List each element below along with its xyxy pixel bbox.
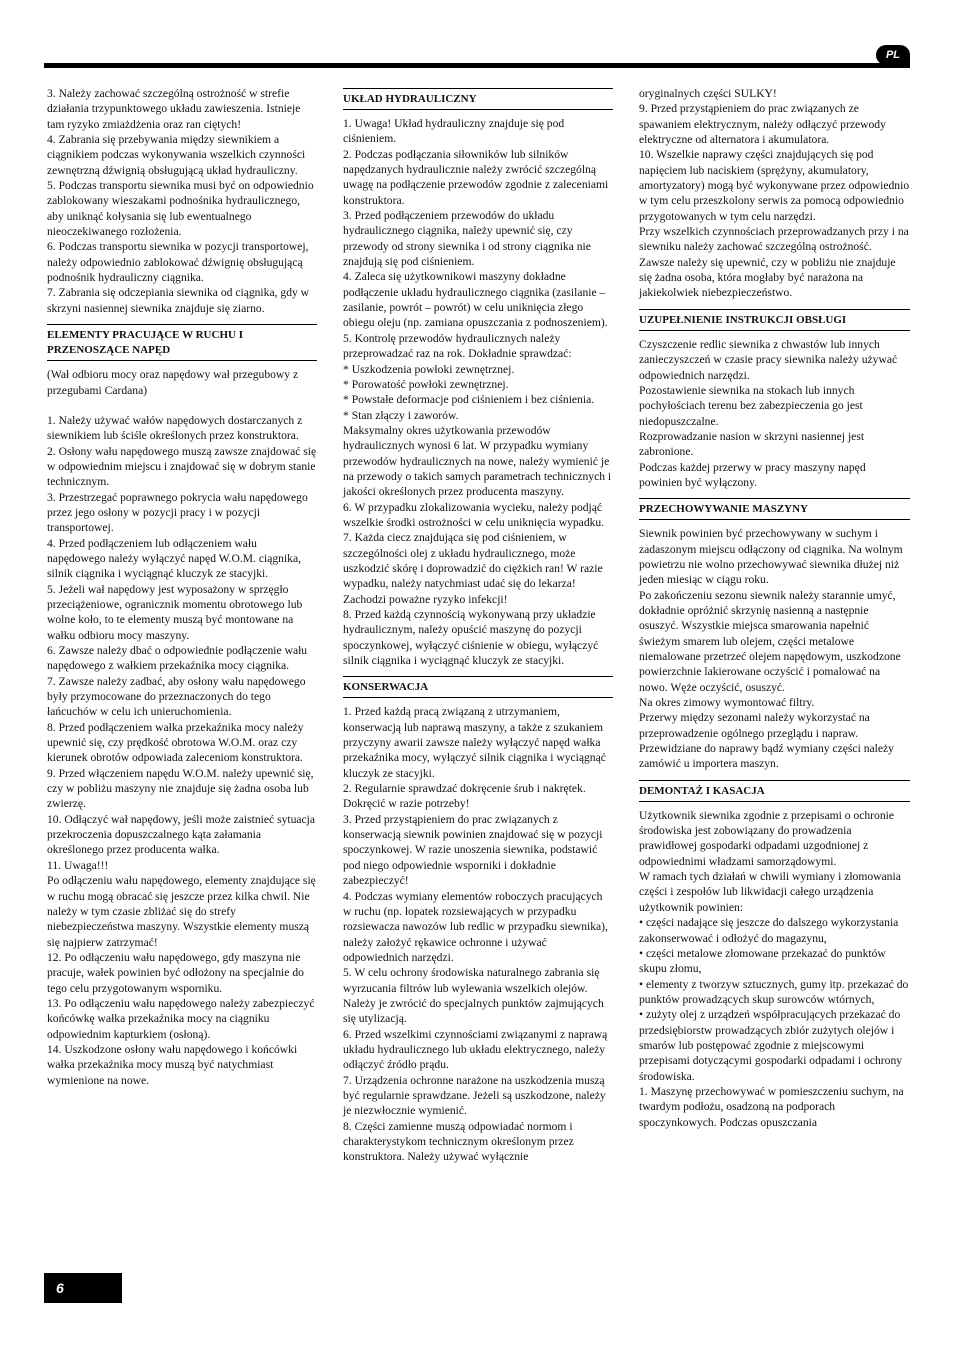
paragraph: 7. Urządzenia ochronne narażone na uszkodzenia muszą być regularnie sprawdzane. Jeżeli są uszkodzone, należy je niezwłocznie wymienić. [343,1073,606,1118]
section-title-supplement: UZUPEŁNIENIE INSTRUKCJI OBSŁUGI [639,309,910,331]
paragraph: oryginalnych części SULKY! [639,87,777,100]
paragraph: 12. Po odłączeniu wału napędowego, gdy maszyna nie pracuje, wałek powinien być odłożony na specjalnie do tego celu przygotowanym wsporniku. [47,950,304,995]
paragraph: 5. Jeżeli wał napędowy jest wyposażony w sprzęgło przeciążeniowe, ogranicznik momentu obrotowego lub wolne koło, to te elementy muszą być montowane na wałku odbioru mocy maszyny. [47,582,303,642]
section-title-disposal: DEMONTAŻ I KASACJA [639,780,910,802]
column-1 [47,86,317,1088]
section-note: (Wał odbioru mocy oraz napędowy wał przegubowy z przegubami Cardana) [47,368,299,397]
paragraph: • części metalowe złomowane przekazać do punktów skupu złomu, [639,946,886,976]
section-title-storage: PRZECHOWYWANIE MASZYNY [639,498,910,520]
paragraph: 5. W celu ochrony środowiska naturalnego zabrania się wyrzucania filtrów lub wylewania wszelkich olejów. Należy je zwrócić do specjalnych punktów zajmujących się utylizacją. [343,966,604,1026]
paragraph: 14. Uszkodzone osłony wału napędowego i końcówki wałka przekaźnika mocy muszą być natychmiast wymienione na nowe. [47,1042,298,1087]
paragraph: 3. Przed podłączeniem przewodów do układu hydraulicznego ciągnika, należy upewnić się, czy przewody od strony siewnika i od strony ciągnika nie znajdują się pod ciśnieniem. [343,209,591,269]
column-3 [639,86,910,1130]
paragraph: 10. Wszelkie naprawy części znajdujących się pod napięciem lub naciskiem (sprężyny, akumulatory, amortyzatory) mogą być wykonywane przez odpowiednio w tym celu przeszkolony serwis za pomocą odpowiednio przygotowanych w tym celu narzędzi. [639,148,910,223]
paragraph: • części nadające się jeszcze do dalszego wykorzystania zakonserwować i odłożyć do magazynu, [639,916,899,945]
paragraph: * Stan złączy i zaworów. [343,408,459,422]
paragraph: 2. Regularnie sprawdzać dokręcenie śrub i nakrętek. Dokręcić w razie potrzeby! [343,782,586,811]
section-title-moving-parts: ELEMENTY PRACUJĄCE W RUCHU I PRZENOSZĄCE NAPĘD [47,324,317,361]
paragraph: Przy wszelkich czynnościach przeprowadzanych przy i na siewniku należy zachować szczególną ostrożność. Zawsze należy się upewnić, czy w pobliżu nie znajduje się żadna osoba, która mogłaby być narażona na jakiekolwiek niebezpieczeństwo. [639,225,909,300]
paragraph: Podczas każdej przerwy w pracy maszyny napęd powinien być wyłączony. [639,460,866,489]
section-title-hydraulics: UKŁAD HYDRAULICZNY [343,88,613,110]
page-number: 6 [44,1273,122,1303]
paragraph: 4. Przed podłączeniem lub odłączeniem wału napędowego należy wyłączyć napęd W.O.M. ciągnika, silnik ciągnika i wyciągnąć kluczyk ze stacyjki. [47,536,302,581]
paragraph: Siewnik powinien być przechowywany w suchym i zadaszonym miejscu odłączony od ciągnika. Na wolnym powietrzu nie wolno przechowywać siewnika dłużej niż jeden miesiąc w ciągu roku. [639,527,903,587]
paragraph: 7. Każda ciecz znajdująca się pod ciśnieniem, w szczególności olej z układu hydraulicznego, może uszkodzić skórę i doprowadzić do ciężkich ran! W razie wypadku, należy natychmiast udać się do lekarza! Zachodzi poważne ryzyko infekcji! [343,531,603,606]
paragraph: Po zakończeniu sezonu siewnik należy starannie umyć, dokładnie opróżnić skrzynię nasienną a następnie osuszyć. Wszystkie miejsca smarowania napełnić świeżym smarem lub olejem, części metalowe niemalowane przetrzeć olejem napędowym, uszkodzone powierzchnie lakierowane oczyścić i pomalować na nowo. Węże oczyścić, osuszyć. [639,588,901,694]
paragraph: 4. Zabrania się przebywania między siewnikiem a ciągnikiem podczas wykonywania wszelkich czynności zewnętrzną dźwignią obsługującą układ hydrauliczny. [47,133,306,177]
paragraph: 6. Podczas transportu siewnika w pozycji transportowej, należy odpowiednio zablokować dźwignię obsługującą podnośnik hydrauliczny ciągnika. [47,240,309,285]
paragraph: 8. Przed podłączeniem wałka przekaźnika mocy należy upewnić się, czy prędkość obrotowa W.O.M. oraz czy kierunek obrotów odpowiada zaleceniom konstruktora. [47,720,304,765]
paragraph: * Porowatość powłoki zewnętrznej. [343,377,509,391]
paragraph: 9. Przed przystąpieniem do prac związanych ze spawaniem elektrycznym, należy odłączyć przewody elektryczne od alternatora i akumulatora. [639,102,886,147]
paragraph: W ramach tych działań w chwili wymiany i złomowania części i zespołów lub likwidacji całego urządzenia użytkownik powinien: [639,870,901,914]
paragraph: 8. Przed każdą czynnością wykonywaną przy układzie hydraulicznym, należy opuścić maszynę do pozycji spoczynkowej, wyłączyć ciśnienie w obiegu, wyłączyć silnik ciągnika i wyciągnąć kluczyk ze stacyjki. [343,608,599,668]
paragraph: * Powstałe deformacje pod ciśnieniem i bez ciśnienia. [343,393,595,407]
paragraph: • elementy z tworzyw sztucznych, gumy itp. przekazać do punktów prowadzących skup surowców wtórnych, [639,977,909,1006]
paragraph: Użytkownik siewnika zgodnie z przepisami o ochronie środowiska jest zobowiązany do prowadzenia prawidłowej gospodarki odpadami uzgodnionej z odpowiednimi władzami samorządowymi. [639,808,894,868]
paragraph: 4. Zaleca się użytkownikowi maszyny dokładne podłączenie układu hydraulicznego ciągnika (zasilanie – zasilanie, powrót – powrót) w celu uniknięcia złego obiegu oleju (np. zamiana opuszczania z podnoszeniem). [343,270,608,330]
paragraph: Czyszczenie redlic siewnika z chwastów lub innych zanieczyszczeń w czasie pracy siewnika należy używać odpowiednich narzędzi. [639,337,898,382]
paragraph: 10. Odłączyć wał napędowy, jeśli może zaistnieć sytuacja przekroczenia dopuszczalnego kąta załamania określonego przez producenta wałka. [47,812,316,857]
paragraph: * Uszkodzenia powłoki zewnętrznej. [343,362,515,376]
paragraph: 6. Przed wszelkimi czynnościami związanymi z naprawą układu hydraulicznego lub układu elektrycznego, należy odłączyć źródło prądu. [343,1027,608,1072]
paragraph: 7. Zabrania się odczepiania siewnika od ciągnika, gdy w skrzyni nasiennej siewnika znajduje się ziarno. [47,286,310,315]
paragraph: 5. Kontrolę przewodów hydraulicznych należy przeprowadzać raz na rok. Dokładnie sprawdzać: [343,331,572,361]
paragraph: 4. Podczas wymiany elementów roboczych pracujących w ruchu (np. łopatek rozsiewających w przypadku rozsiewacza nawozów lub redlic w przypadku siewnika), należy założyć rękawice ochronne i używać odpowiednich narzędzi. [343,889,608,964]
paragraph: 3. Należy zachować szczególną ostrożność w strefie działania trzypunktowego układu zawieszenia. Istnieje tam ryzyko zmiażdżenia oraz ran ciętych! [47,87,301,131]
column-2 [343,86,613,1165]
paragraph: 6. W przypadku zlokalizowania wycieku, należy podjąć wszelkie środki ostrożności w celu uniknięcia wypadku. [343,500,605,529]
section-title-maintenance: KONSERWACJA [343,676,613,698]
paragraph: 1. Uwaga! Układ hydrauliczny znajduje się pod ciśnieniem. [343,117,565,146]
paragraph: Maksymalny okres użytkowania przewodów hydraulicznych wynosi 6 lat. W przypadku wymiany przewodów hydraulicznych na nowe, należy wymienić je na przewody o takich samych parametrach technicznych i jakości określonych przez producenta maszyny. [343,423,612,499]
paragraph: 13. Po odłączeniu wału napędowego należy zabezpieczyć końcówkę wałka przekaźnika mocy na ciągniku odpowiednim kapturkiem (osłoną). [47,996,315,1041]
paragraph: 3. Przed przystąpieniem do prac związanych z konserwacją siewnik powinien znajdować się w pozycji spoczynkowej. W razie unoszenia siewnika, podstawić pod niego odpowiednie wsporniki i dokładnie zabezpieczyć! [343,812,603,888]
paragraph: 7. Zawsze należy zadbać, aby osłony wału napędowego były przymocowane do przeznaczonych do tego łańcuchów w celu ich unieruchomienia. [47,674,306,719]
spacer [47,398,317,413]
paragraph: 2. Podczas podłączania siłowników lub silników napędzanych hydraulicznie należy zwrócić szczególną uwagę na podłączenie przewodów zgodnie z zaleceniami konstruktora. [343,147,609,207]
paragraph: 8. Części zamienne muszą odpowiadać normom i charakterystykom technicznym określonym przez konstruktora. Należy używać wyłącznie [343,1119,574,1164]
paragraph: Rozprowadzanie nasion w skrzyni nasiennej jest zabronione. [639,429,865,459]
paragraph: 11. Uwaga!!! [47,858,109,872]
paragraph: 1. Przed każdą pracą związaną z utrzymaniem, konserwacją lub naprawą maszyny, a także z szukaniem przyczyny awarii zawsze należy wyłączyć napęd wałka przekaźnika mocy, wyłączyć silnik ciągnika i wyciągnąć kluczyk ze stacyjki. [343,705,606,780]
paragraph: 6. Zawsze należy dbać o odpowiednie podłączenie wału napędowego z wałkiem przekaźnika mocy ciągnika. [47,644,308,673]
paragraph: Pozostawienie siewnika na stokach lub innych pochyłościach terenu bez zabezpieczenia go jest niedopuszczalne. [639,383,863,428]
paragraph: • zużyty olej z urządzeń współpracujących przekazać do przedsiębiorstw prowadzących zbiór zużytych olejów i smarów lub postępować zgodnie z miejscowymi przepisami dotyczącymi gospodarki odpadami i ochrony środowiska. [639,1008,903,1083]
paragraph: Przerwy między sezonami należy wykorzystać na przeprowadzenie ogólnego przeglądu i napraw. Przewidziane do naprawy bądź wymiany części należy zamówić u importera maszyn. [639,711,894,771]
paragraph: 3. Przestrzegać poprawnego pokrycia wału napędowego przez jego osłony w pozycji pracy i w pozycji transportowej. [47,490,308,535]
paragraph: 9. Przed włączeniem napędu W.O.M. należy upewnić się, czy w pobliżu maszyny nie znajduje się żadna osoba lub zwierzę. [47,766,314,811]
header-rule [44,63,910,68]
language-badge: PL [876,45,910,65]
paragraph: 1. Maszynę przechowywać w pomieszczeniu suchym, na twardym podłożu, osadzoną na podporach spoczynkowych. Podczas opuszczania [639,1084,904,1129]
paragraph: Po odłączeniu wału napędowego, elementy znajdujące się w ruchu mogą obracać się jeszcze przez kilka chwil. Nie należy w tym czasie zbliżać się do strefy niebezpieczeństwa maszyny. Wszystkie elementy muszą się najpierw zatrzymać! [47,874,316,949]
paragraph: 5. Podczas transportu siewnika musi być on odpowiednio zablokowany wieszakami podnośnika hydraulicznego, aby uniknąć kołysania się lub ewentualnego nieoczekiwanego rozłożenia. [47,179,314,239]
paragraph: 1. Należy używać wałów napędowych dostarczanych z siewnikiem lub ściśle określonych przez konstruktora. [47,413,303,443]
paragraph: 2. Osłony wału napędowego muszą zawsze znajdować się w odpowiednim miejscu i znajdować się w dobrym stanie technicznym. [47,444,317,489]
paragraph: Na okres zimowy wymontować filtry. [639,696,815,710]
